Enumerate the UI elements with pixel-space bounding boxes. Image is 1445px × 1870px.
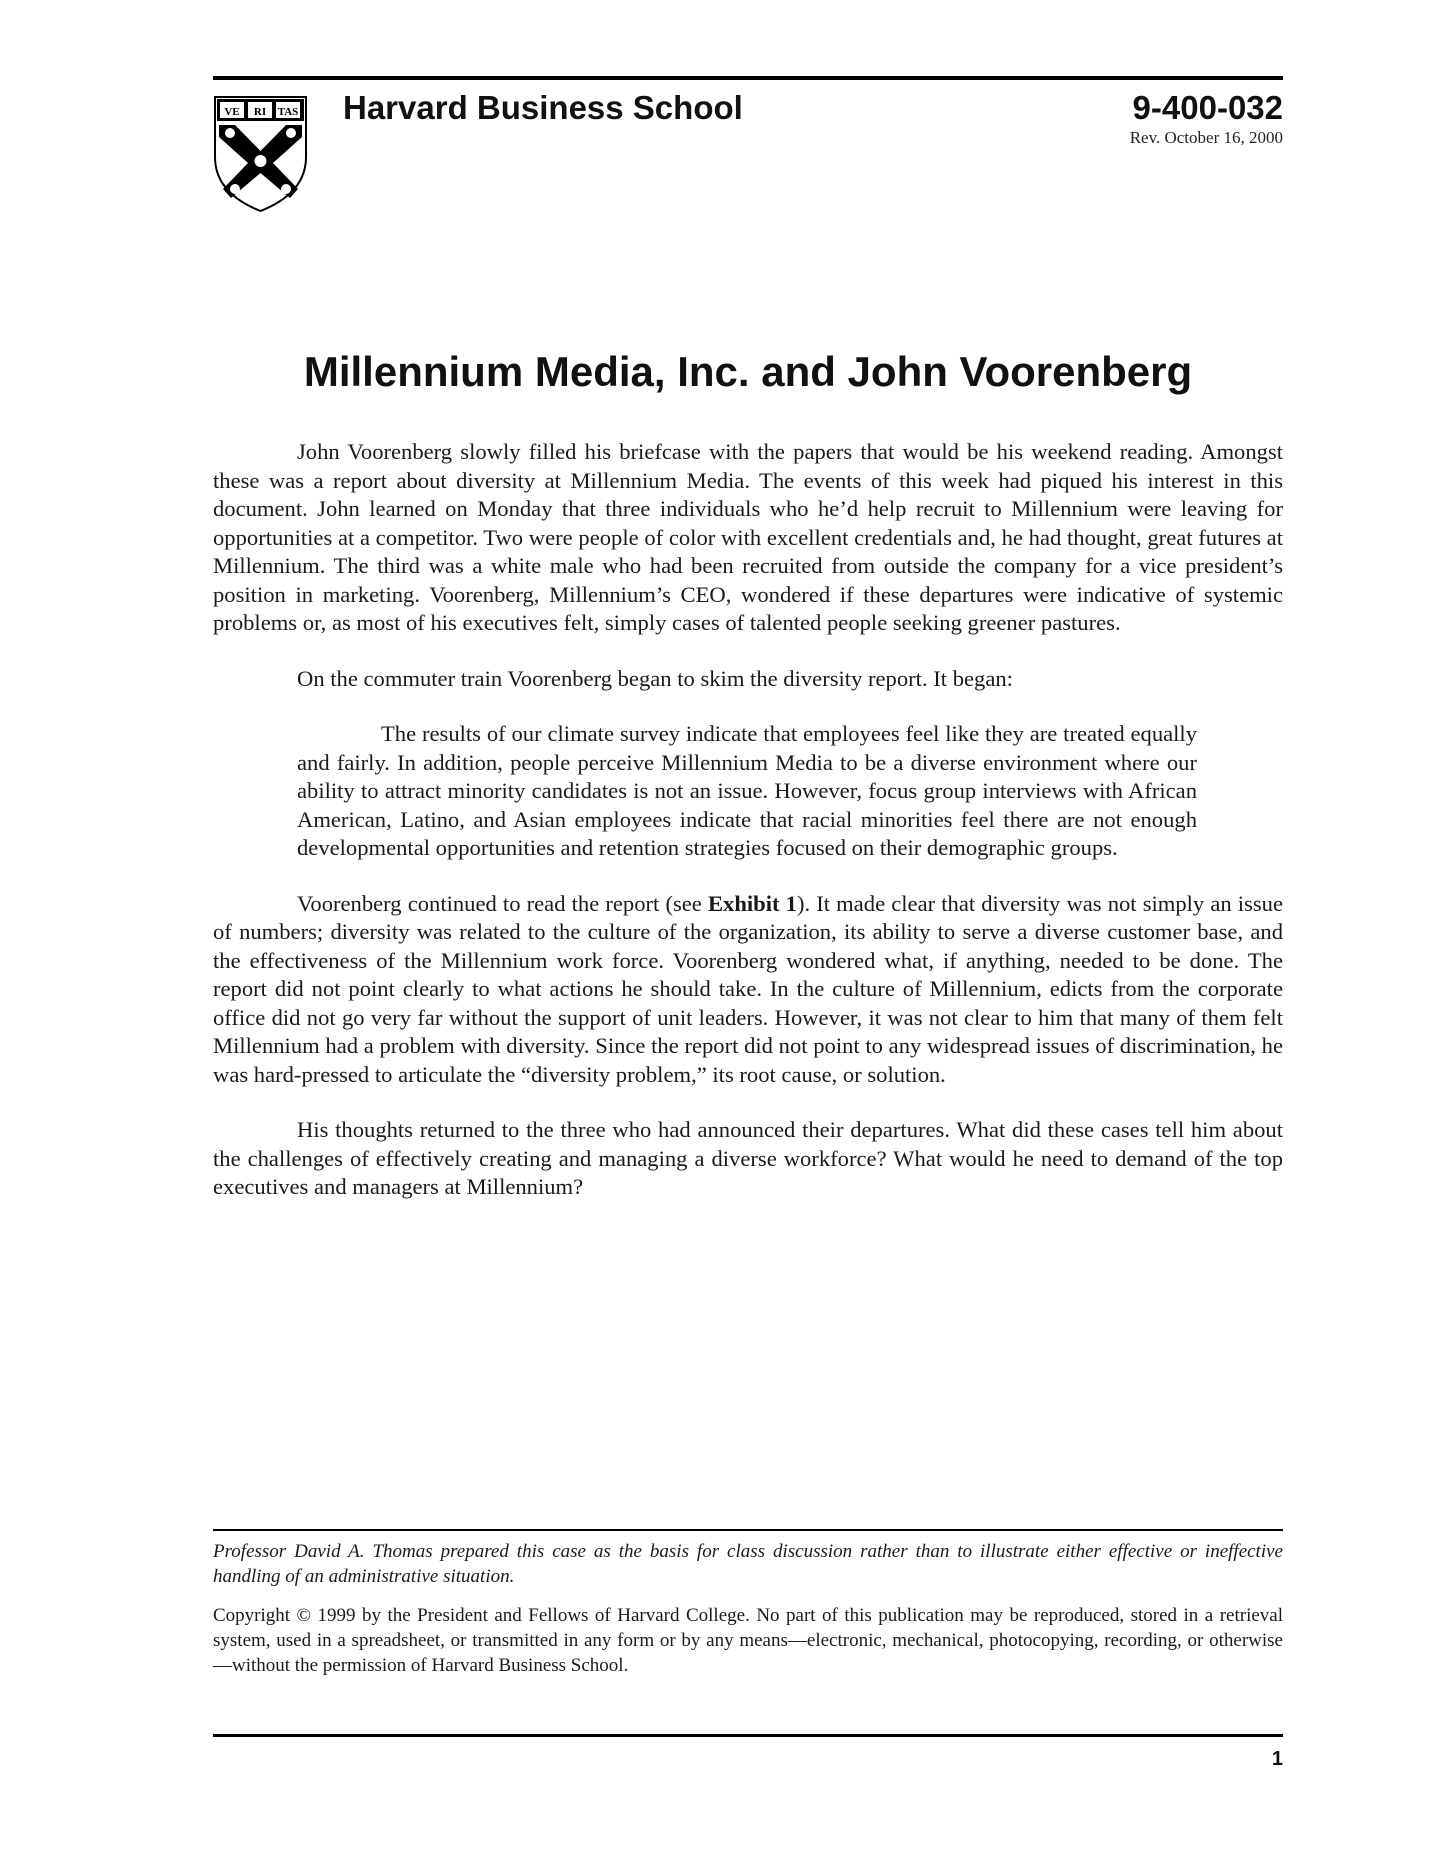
svg-text:RI: RI: [253, 106, 267, 118]
case-body: [213, 438, 1283, 1202]
footer-rule: [213, 1734, 1283, 1737]
report-quote: [297, 720, 1197, 863]
case-number: 9-400-032: [1132, 89, 1283, 126]
revision-date: Rev. October 16, 2000: [1129, 128, 1283, 147]
footnote-rule: [213, 1529, 1283, 1531]
case-title: Millennium Media, Inc. and John Voorenberg: [303, 348, 1193, 395]
footnote: [213, 1539, 1283, 1678]
paragraph-3-rest: ). It made clear that diversity was not simply an issue of numbers; diversity was related to the culture of the organization, its ability to serve a diverse customer base, and the effectiveness of the Millennium work force. Voorenberg wondered what, if anything, needed to be done. The report did not point clearly to what actions he should take. In the culture of Millennium, edicts from the corporate office did not go very far without the support of unit leaders. However, it was not clear to him that many of them felt Millennium had a problem with diversity. Since the report did not point to any widespread issues of discrimination, he was hard-pressed to articulate the “diversity problem,” its root cause, or solution.: [213, 890, 1283, 1087]
page-number: 1: [1271, 1748, 1283, 1770]
header-rule: [213, 76, 1283, 80]
svg-text:VE: VE: [224, 106, 240, 118]
report-quote-text: The results of our climate survey indicate that employees feel like they are treated equally and fairly. In addition, people perceive Millennium Media to be a diverse environment where our ability to attract minority candidates is not an issue. However, focus group interviews with African American, Latino, and Asian employees indicate that racial minorities feel there are not enough developmental opportunities and retention strategies focused on their demographic groups.: [297, 721, 1197, 860]
paragraph-2: On the commuter train Voorenberg began to skim the diversity report. It began:: [297, 665, 1013, 691]
svg-text:TAS: TAS: [277, 106, 299, 118]
copyright-notice: Copyright © 1999 by the President and Fellows of Harvard College. No part of this publication may be reproduced, stored in a retrieval system, used in a spreadsheet, or transmitted in any form or by any means—electronic, mechanical, photocopying, recording, or otherwise—without the permission of Harvard Business School.: [213, 1605, 1283, 1676]
harvard-shield-logo: [213, 95, 308, 213]
preparer-note: Professor David A. Thomas prepared this case as the basis for class discussion rather than to illustrate either effective or ineffective handling of an administrative situation.: [213, 1541, 1283, 1587]
school-name: Harvard Business School: [343, 89, 743, 126]
paragraph-3-start: Voorenberg continued to read the report (see: [297, 890, 708, 916]
paragraph-1: John Voorenberg slowly filled his briefcase with the papers that would be his weekend reading. Amongst these was a report about diversity at Millennium Media. The events of this week had piqued his interest in this document. John learned on Monday that three individuals who he’d help recruit to Millennium were leaving for opportunities at a competitor. Two were people of color with excellent credentials and, he had thought, great futures at Millennium. The third was a white male who had been recruited from outside the company for a vice president’s position in marketing. Voorenberg, Millennium’s CEO, wondered if these departures were indicative of systemic problems or, as most of his executives felt, simply cases of talented people seeking greener pastures.: [213, 439, 1283, 635]
paragraph-4: His thoughts returned to the three who had announced their departures. What did these cases tell him about the challenges of effectively creating and managing a diverse workforce? What would he need to demand of the top executives and managers at Millennium?: [213, 1117, 1283, 1199]
exhibit-reference: Exhibit 1: [707, 890, 797, 916]
paragraph-3: [213, 890, 1283, 1090]
